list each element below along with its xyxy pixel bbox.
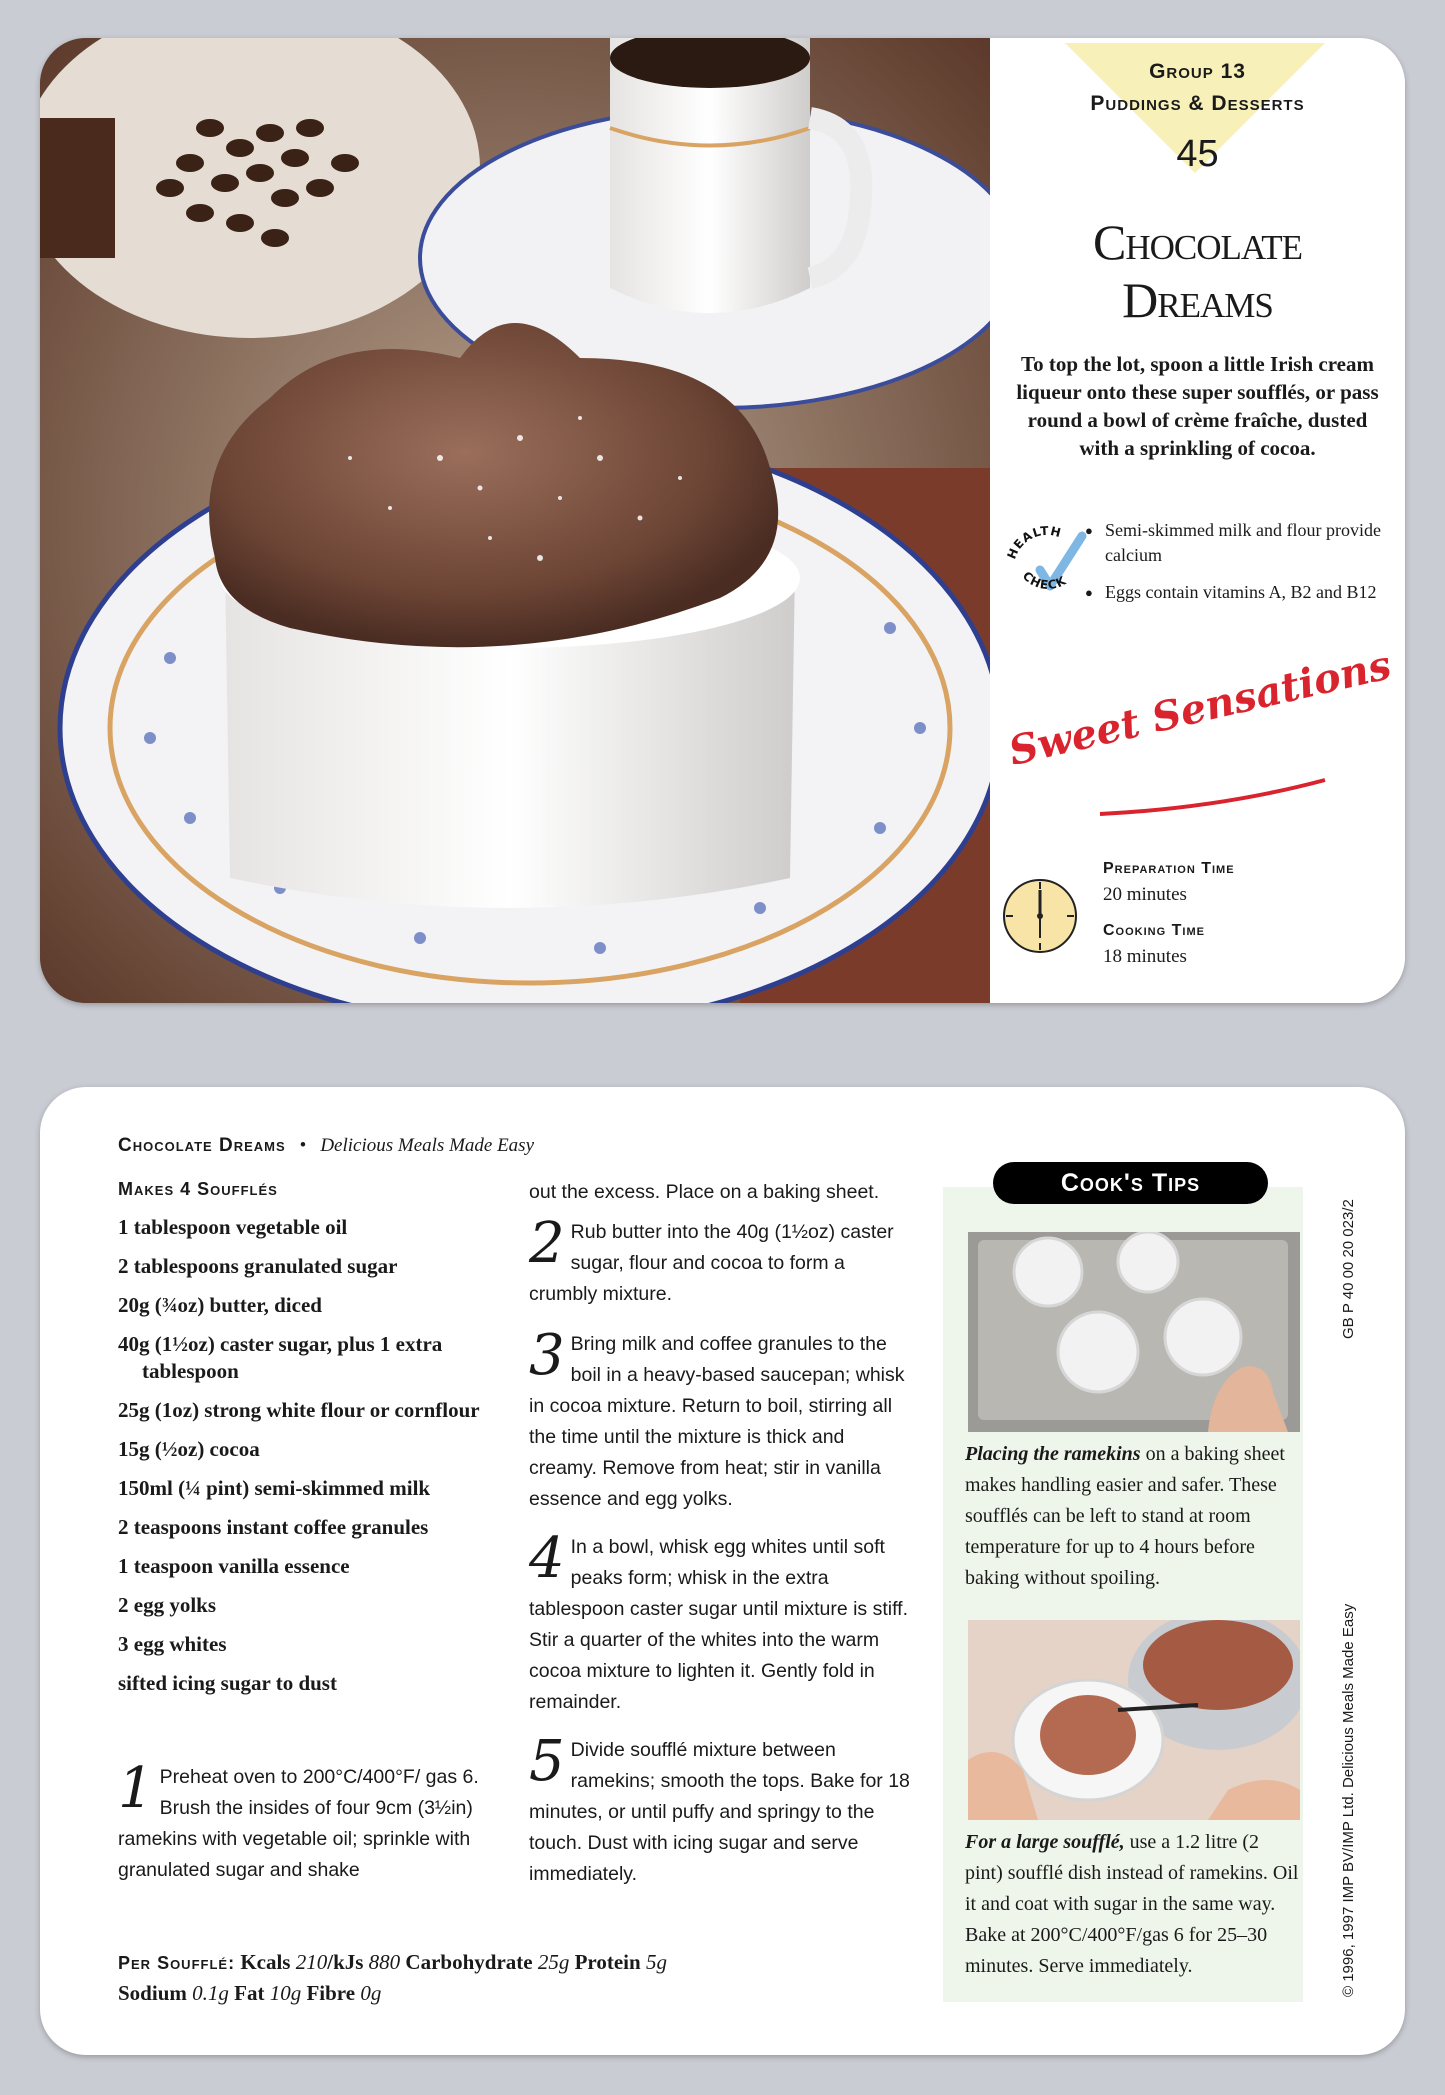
back-recipe-title: Chocolate Dreams: [118, 1135, 286, 1156]
tip-2-text: use a 1.2 litre (2 pint) soufflé dish instead of ramekins. Oil it and coat with sugar in the same way. Bake at 200°C/400°F/gas 6 for 25–30 minutes. Serve immediately.: [965, 1831, 1299, 1977]
ramekins-photo: [968, 1232, 1300, 1432]
ingredient-item: 25g (1oz) strong white flour or cornflour: [118, 1398, 480, 1422]
title-line-2: Dreams: [1122, 272, 1273, 328]
yield-label: Makes 4 Soufflés: [118, 1179, 278, 1199]
fibre-label: Fibre: [306, 1981, 356, 2005]
fat-label: Fat: [234, 1981, 265, 2005]
series-logo: Sweet Sensations: [1004, 641, 1396, 775]
ingredient-item: 40g (1½oz) caster sugar, plus 1 extra tablespoon: [118, 1332, 443, 1383]
kcals-label: Kcals: [240, 1950, 291, 1974]
cook-time-label: Cooking Time: [1103, 922, 1205, 939]
swoosh-decoration: [1100, 778, 1330, 818]
ingredients-list: [118, 1214, 508, 1709]
health-check-icon: [1002, 518, 1092, 608]
svg-text:HEALTH: HEALTH: [1004, 523, 1064, 562]
ingredient-item: sifted icing sugar to dust: [118, 1671, 337, 1695]
method-step-2: [529, 1211, 914, 1310]
header-bullet: •: [299, 1135, 307, 1156]
method-step-4: [529, 1526, 914, 1718]
recipe-title: [990, 213, 1405, 329]
ingredient-item: 2 teaspoons instant coffee granules: [118, 1515, 429, 1539]
step-number: 3: [529, 1323, 565, 1388]
series-subtitle: Delicious Meals Made Easy: [320, 1135, 535, 1156]
step-text: Preheat oven to 200°C/400°F/ gas 6. Brush the insides of four 9cm (3½in) ramekins with vegetable oil; sprinkle with granulated sugar and shake: [118, 1766, 479, 1881]
cook-time-value: 18 minutes: [1103, 946, 1187, 967]
step-text: Divide soufflé mixture between ramekins; smooth the tops. Bake for 18 minutes, or until puffy and springy to the touch. Dust with icing sugar and serve immediately.: [529, 1739, 910, 1885]
method-step-1: [118, 1756, 503, 1886]
step-number: 5: [529, 1729, 565, 1794]
souffle-photo: [40, 38, 990, 1003]
tip-1: [965, 1439, 1300, 1594]
nutrition-info: [118, 1947, 918, 2008]
step-number: 1: [118, 1756, 154, 1821]
nutrition-heading: Per Soufflé:: [118, 1953, 236, 1973]
tip-1-lead: Placing the ramekins: [965, 1443, 1141, 1465]
svg-text:CHECK: CHECK: [1019, 568, 1069, 593]
prep-time-value: 20 minutes: [1103, 884, 1187, 905]
copyright-notice: © 1996, 1997 IMP BV/IMP Ltd. Delicious Meals Made Easy: [1340, 1603, 1357, 1997]
method-step-3: [529, 1323, 914, 1515]
ingredient-item: 3 egg whites: [118, 1632, 227, 1656]
ingredient-item: 20g (¾oz) butter, diced: [118, 1293, 322, 1317]
cooks-tips-heading: Cook's Tips: [993, 1162, 1268, 1204]
kj-label: /kJs: [327, 1950, 364, 1974]
ingredient-item: 150ml (¼ pint) semi-skimmed milk: [118, 1476, 431, 1500]
ingredient-item: 1 tablespoon vegetable oil: [118, 1215, 348, 1239]
ingredient-item: 1 teaspoon vanilla essence: [118, 1554, 350, 1578]
tip-1-text: on a baking sheet makes handling easier and safer. These soufflés can be left to stand at room temperature for up to 4 hours before baking without spoiling.: [965, 1443, 1285, 1589]
category-label: Puddings & Desserts: [1090, 92, 1305, 115]
step-number: 4: [529, 1526, 565, 1591]
prep-time-label: Preparation Time: [1103, 860, 1235, 877]
step-text: Bring milk and coffee granules to the boil in a heavy-based saucepan; whisk in cocoa mixture. Return to boil, stirring all the time until the mixture is thick and creamy. Remove from heat; stir in vanilla essence and egg yolks.: [529, 1333, 905, 1510]
health-check-list: [1085, 518, 1385, 617]
kcals-value: 210: [295, 1950, 328, 1974]
carb-label: Carbohydrate: [405, 1950, 533, 1974]
sodium-label: Sodium: [118, 1981, 187, 2005]
protein-label: Protein: [574, 1950, 641, 1974]
back-card: [40, 1087, 1405, 2055]
front-card: [40, 38, 1405, 1003]
step-text: Rub butter into the 40g (1½oz) caster sugar, flour and cocoa to form a crumbly mixture.: [529, 1221, 894, 1305]
health-point: ● Eggs contain vitamins A, B2 and B12: [1085, 580, 1385, 605]
fibre-value: 0g: [360, 1981, 382, 2005]
health-point: ● Semi-skimmed milk and flour provide calcium: [1085, 518, 1385, 568]
tip-2-lead: For a large soufflé,: [965, 1831, 1125, 1853]
product-code: GB P 40 00 20 023/2: [1340, 1199, 1357, 1339]
protein-value: 5g: [645, 1950, 667, 1974]
kj-value: 880: [368, 1950, 401, 1974]
group-label: Group 13: [1149, 60, 1246, 83]
tip-2: [965, 1827, 1300, 1982]
step-1-continued: out the excess. Place on a baking sheet.: [529, 1181, 880, 1203]
souffle-mix-photo: [968, 1620, 1300, 1820]
card-number: 45: [1176, 133, 1219, 175]
step-text: In a bowl, whisk egg whites until soft peaks form; whisk in the extra tablespoon caster sugar until mixture is stiff. Stir a quarter of the whites into the warm cocoa mixture to lighten it. Gently fold in remainder.: [529, 1536, 908, 1713]
title-line-1: Chocolate: [1092, 214, 1303, 270]
ingredient-item: 15g (½oz) cocoa: [118, 1437, 260, 1461]
step-number: 2: [529, 1211, 565, 1276]
fat-value: 10g: [269, 1981, 302, 2005]
info-panel: [990, 38, 1405, 1003]
recipe-intro: To top the lot, spoon a little Irish cream liqueur onto these super soufflés, or pass round a bowl of crème fraîche, dusted with a sprinkling of cocoa.: [1016, 352, 1379, 460]
back-header: [118, 1135, 534, 1157]
ingredient-item: 2 egg yolks: [118, 1593, 217, 1617]
carb-value: 25g: [537, 1950, 570, 1974]
clock-icon: [1000, 876, 1080, 956]
sodium-value: 0.1g: [192, 1981, 229, 2005]
method-step-5: [529, 1729, 914, 1890]
ingredient-item: 2 tablespoons granulated sugar: [118, 1254, 398, 1278]
